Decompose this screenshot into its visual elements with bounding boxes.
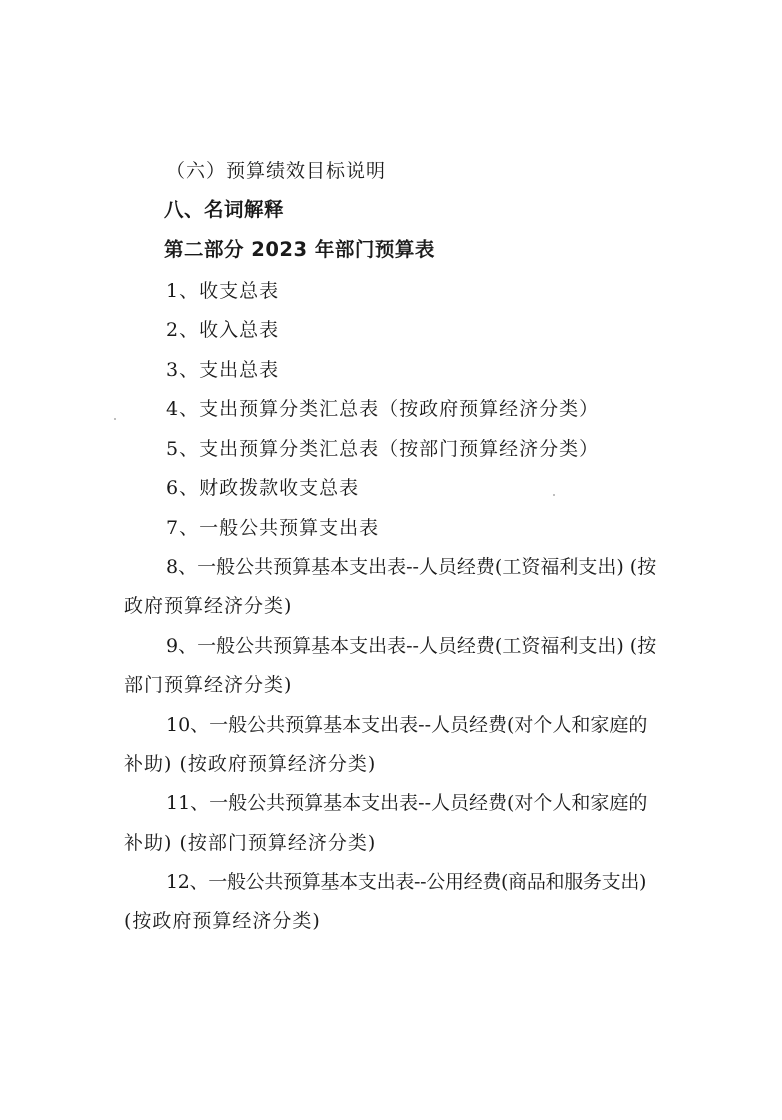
list-item: 12、一般公共预算基本支出表--公用经费(商品和服务支出)	[166, 871, 647, 893]
list-item-continuation: 补助) (按政府预算经济分类)	[124, 753, 377, 775]
list-item: 5、支出预算分类汇总表（按部门预算经济分类）	[166, 438, 600, 460]
list-item-continuation: 部门预算经济分类)	[124, 674, 293, 696]
list-item: 6、财政拨款收支总表	[166, 477, 360, 499]
list-item: 11、一般公共预算基本支出表--人员经费(对个人和家庭的	[166, 792, 648, 814]
list-item: 3、支出总表	[166, 359, 280, 381]
list-item: 10、一般公共预算基本支出表--人员经费(对个人和家庭的	[166, 714, 648, 736]
list-item-continuation: 政府预算经济分类)	[124, 595, 293, 617]
part-heading: 第二部分 2023 年部门预算表	[164, 238, 435, 261]
list-item-continuation: 补助) (按部门预算经济分类)	[124, 832, 377, 854]
list-item: 4、支出预算分类汇总表（按政府预算经济分类）	[166, 398, 600, 420]
list-item: 8、一般公共预算基本支出表--人员经费(工资福利支出) (按	[166, 556, 657, 578]
list-item: 7、一般公共预算支出表	[166, 517, 380, 539]
list-item: 9、一般公共预算基本支出表--人员经费(工资福利支出) (按	[166, 635, 657, 657]
list-item-continuation: (按政府预算经济分类)	[124, 910, 321, 932]
subsection-heading: （六）预算绩效目标说明	[166, 160, 387, 182]
list-item: 1、收支总表	[166, 280, 280, 302]
scan-speck	[114, 418, 116, 420]
section-heading: 八、名词解释	[164, 198, 285, 221]
list-item: 2、收入总表	[166, 319, 280, 341]
scan-speck	[553, 494, 555, 496]
